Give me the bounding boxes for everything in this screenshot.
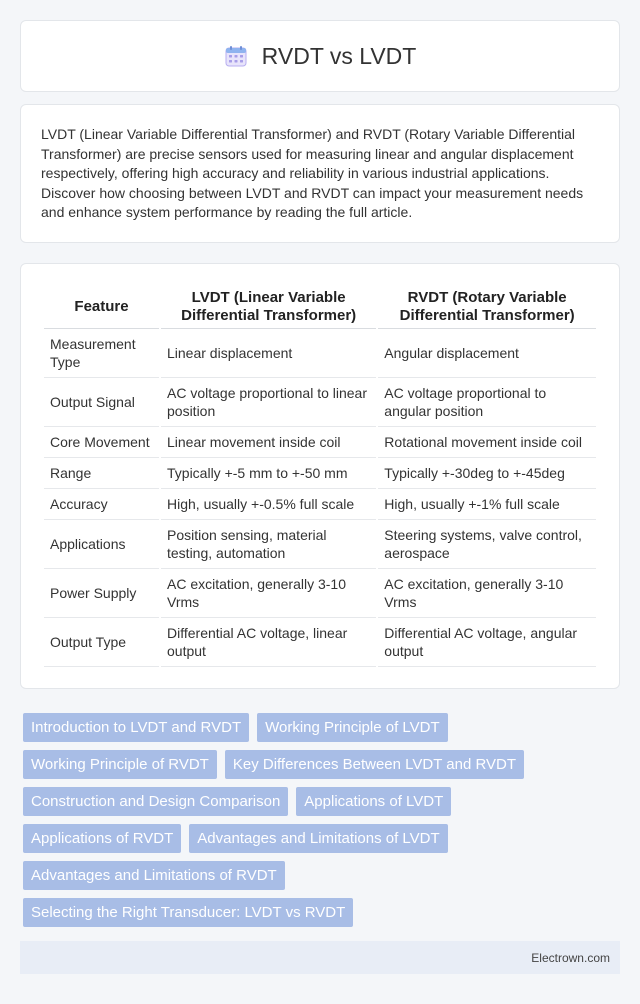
table-cell: Power Supply (44, 569, 159, 618)
table-cell: Steering systems, valve control, aerospace (378, 520, 596, 569)
table-cell: Linear movement inside coil (161, 427, 376, 458)
table-row (44, 569, 596, 618)
page-footer (20, 941, 620, 974)
table-row (44, 618, 596, 667)
topic-links (23, 713, 620, 935)
topic-link[interactable]: Introduction to LVDT and RVDT (23, 713, 249, 742)
table-cell: Output Type (44, 618, 159, 667)
table-row (44, 489, 596, 520)
topic-link[interactable]: Working Principle of LVDT (257, 713, 448, 742)
column-header: Feature (44, 283, 159, 329)
table-header-row (44, 283, 596, 329)
table-cell: Range (44, 458, 159, 489)
table-cell: Position sensing, material testing, automation (161, 520, 376, 569)
topic-link[interactable]: Selecting the Right Transducer: LVDT vs RVDT (23, 898, 353, 927)
calendar-icon (224, 44, 248, 68)
topic-link[interactable]: Working Principle of RVDT (23, 750, 217, 779)
topic-link[interactable]: Construction and Design Comparison (23, 787, 288, 816)
table-cell: High, usually +-1% full scale (378, 489, 596, 520)
column-header: LVDT (Linear Variable Differential Transformer) (161, 283, 376, 329)
page-title: RVDT vs LVDT (261, 42, 417, 69)
table-cell: AC excitation, generally 3-10 Vrms (161, 569, 376, 618)
table-row (44, 520, 596, 569)
table-row (44, 378, 596, 427)
topic-link[interactable]: Applications of LVDT (296, 787, 451, 816)
comparison-table-card (20, 263, 620, 689)
table-cell: Linear displacement (161, 329, 376, 378)
table-cell: Differential AC voltage, angular output (378, 618, 596, 667)
table-cell: Accuracy (44, 489, 159, 520)
table-cell: Measurement Type (44, 329, 159, 378)
column-header: RVDT (Rotary Variable Differential Transformer) (378, 283, 596, 329)
table-cell: AC voltage proportional to angular position (378, 378, 596, 427)
table-cell: Output Signal (44, 378, 159, 427)
comparison-table (42, 283, 598, 667)
table-cell: AC excitation, generally 3-10 Vrms (378, 569, 596, 618)
table-cell: Angular displacement (378, 329, 596, 378)
table-cell: Typically +-5 mm to +-50 mm (161, 458, 376, 489)
intro-text: LVDT (Linear Variable Differential Transformer) and RVDT (Rotary Variable Differential Transformer) are precise sensors used for measuring linear and angular displacement respectively, offering high accuracy and reliability in various industrial applications. Discover how choosing between LVDT and RVDT can impact your measurement needs and enhance system performance by reading the full article. (41, 126, 584, 220)
table-row (44, 329, 596, 378)
table-cell: AC voltage proportional to linear position (161, 378, 376, 427)
table-row (44, 458, 596, 489)
topic-link[interactable]: Advantages and Limitations of LVDT (189, 824, 447, 853)
intro-card (20, 104, 620, 243)
table-cell: Core Movement (44, 427, 159, 458)
topic-link[interactable]: Applications of RVDT (23, 824, 181, 853)
table-cell: Differential AC voltage, linear output (161, 618, 376, 667)
table-cell: Rotational movement inside coil (378, 427, 596, 458)
table-row (44, 427, 596, 458)
table-cell: Applications (44, 520, 159, 569)
table-cell: Typically +-30deg to +-45deg (378, 458, 596, 489)
table-cell: High, usually +-0.5% full scale (161, 489, 376, 520)
page-header (20, 20, 620, 92)
topic-link[interactable]: Key Differences Between LVDT and RVDT (225, 750, 524, 779)
topic-link[interactable]: Advantages and Limitations of RVDT (23, 861, 285, 890)
footer-site-link[interactable]: Electrown.com (531, 950, 610, 965)
